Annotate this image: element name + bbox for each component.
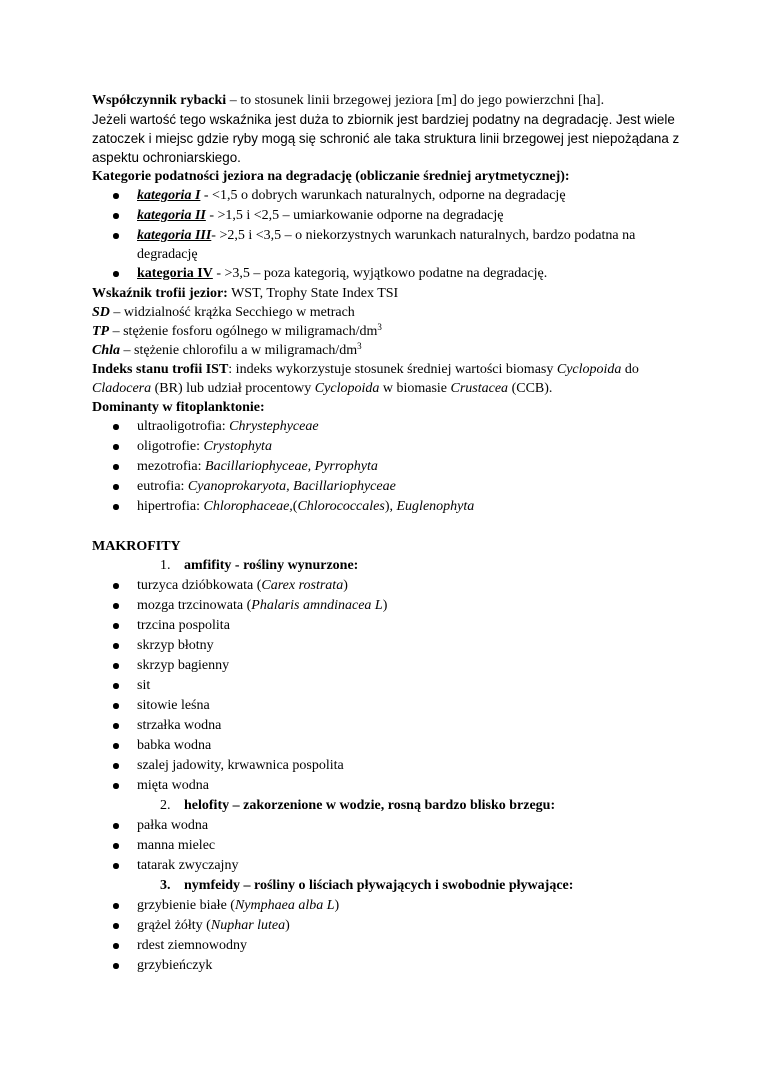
list-item: kategoria III- >2,5 i <3,5 – o niekorzystnych warunkach naturalnych, bardzo podatna na degradację: [92, 226, 682, 264]
nymfeidy-list: [92, 896, 682, 976]
intro-note: Jeżeli wartość tego wskaźnika jest duża to zbiornik jest bardziej podatny na degradację. Jest wiele zatoczek i miejsc gdzie ryby mogą się schronić ale taka struktura linii brzegowej jest niepożądana z aspektu ochroniarskiego.: [92, 112, 680, 165]
dominants-heading: Dominanty w fitoplanktonie:: [92, 400, 265, 415]
list-item: mezotrofia: Bacillariophyceae, Pyrrophyta: [92, 457, 682, 477]
blank-line: [92, 517, 682, 537]
list-item: kategoria II - >1,5 i <2,5 – umiarkowanie odporne na degradację: [92, 206, 682, 226]
ist-paragraph: Indeks stanu trofii IST: indeks wykorzystuje stosunek średniej wartości biomasy Cyclopoida do Cladocera (BR) lub udział procentowy Cyclopoida w biomasie Crustacea (CCB).: [92, 362, 639, 396]
list-item: kategoria I - <1,5 o dobrych warunkach naturalnych, odporne na degradację: [92, 186, 682, 206]
categories-heading: Kategorie podatności jeziora na degradację (obliczanie średniej arytmetycznej):: [92, 169, 570, 184]
list-item: grzybieńczyk: [92, 956, 682, 976]
trophy-tp: TP – stężenie fosforu ogólnego w miligramach/$dm^3$: [92, 322, 382, 339]
list-item: ultraoligotrofia: Chrystephyceae: [92, 417, 682, 437]
list-item: oligotrofie: Crystophyta: [92, 437, 682, 457]
list-item: mięta wodna: [92, 776, 682, 796]
group-heading-amfifity: 1. amfifity - rośliny wynurzone:: [160, 558, 359, 573]
list-item: tatarak zwyczajny: [92, 856, 682, 876]
term-wspolczynnik-rybacki: Współczynnik rybacki: [92, 93, 227, 108]
amfifity-list: [92, 576, 682, 796]
trophy-chla: Chla – stężenie chlorofilu a w miligramach/$dm^3$: [92, 341, 362, 358]
list-item: sit: [92, 676, 682, 696]
trophy-heading: Wskaźnik trofii jezior: WST, Trophy State Index TSI: [92, 286, 399, 301]
list-item: pałka wodna: [92, 816, 682, 836]
list-item: manna mielec: [92, 836, 682, 856]
list-item: hipertrofia: Chlorophaceae,(Chlorococcales), Euglenophyta: [92, 497, 682, 517]
categories-list: [92, 186, 682, 284]
group-heading-helofity: 2. helofity – zakorzenione w wodzie, rosną bardzo blisko brzegu:: [160, 798, 556, 813]
group-heading-nymfeidy: 3. nymfeidy – rośliny o liściach pływających i swobodnie pływające:: [160, 878, 574, 893]
dominants-list: [92, 417, 682, 517]
list-item: grzybienie białe (Nymphaea alba L): [92, 896, 682, 916]
list-item: trzcina pospolita: [92, 616, 682, 636]
list-item: mozga trzcinowata (Phalaris amndinacea L): [92, 596, 682, 616]
list-item: strzałka wodna: [92, 716, 682, 736]
list-item: kategoria IV - >3,5 – poza kategorią, wyjątkowo podatne na degradację.: [92, 264, 682, 284]
list-item: sitowie leśna: [92, 696, 682, 716]
list-item: skrzyp bagienny: [92, 656, 682, 676]
document-page: [92, 91, 682, 976]
list-item: eutrofia: Cyanoprokaryota, Bacillariophyceae: [92, 477, 682, 497]
trophy-sd: SD – widzialność krążka Secchiego w metrach: [92, 305, 355, 320]
list-item: babka wodna: [92, 736, 682, 756]
list-item: turzyca dzióbkowata (Carex rostrata): [92, 576, 682, 596]
list-item: skrzyp błotny: [92, 636, 682, 656]
list-item: grążel żółty (Nuphar lutea): [92, 916, 682, 936]
helofity-list: [92, 816, 682, 876]
intro-definition: Współczynnik rybacki – to stosunek linii brzegowej jeziora [m] do jego powierzchni [ha].: [92, 93, 605, 108]
list-item: szalej jadowity, krwawnica pospolita: [92, 756, 682, 776]
list-item: rdest ziemnowodny: [92, 936, 682, 956]
makrofity-heading: MAKROFITY: [92, 539, 181, 554]
